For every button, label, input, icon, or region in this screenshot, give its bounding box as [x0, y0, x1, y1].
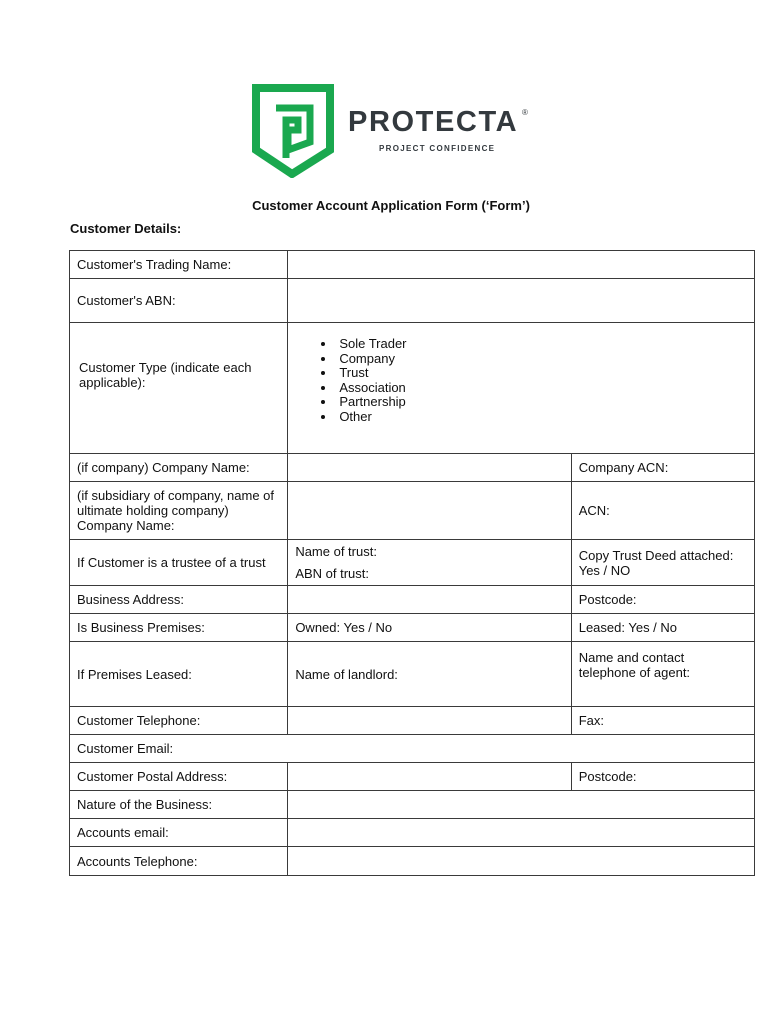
postal-address-row — [70, 763, 755, 791]
trustee-row — [70, 540, 755, 586]
fax-label[interactable]: Fax: — [571, 707, 754, 735]
trading-name-label: Customer's Trading Name: — [70, 251, 288, 279]
email-row — [70, 735, 755, 763]
customer-type-option[interactable]: Other — [319, 410, 747, 425]
bullet-icon — [321, 415, 325, 419]
accounts-telephone-label: Accounts Telephone: — [70, 847, 288, 876]
trustee-label: If Customer is a trustee of a trust — [70, 540, 288, 586]
trading-name-row — [70, 251, 755, 279]
landlord-field[interactable]: Name of landlord: — [288, 642, 571, 707]
bullet-icon — [321, 357, 325, 361]
accounts-telephone-row — [70, 847, 755, 876]
bullet-icon — [321, 386, 325, 390]
premises-row — [70, 614, 755, 642]
company-name-label: (if company) Company Name: — [70, 454, 288, 482]
customer-type-option[interactable]: Company — [319, 352, 747, 367]
customer-type-option[interactable]: Partnership — [319, 395, 747, 410]
premises-owned-option[interactable]: Owned: Yes / No — [288, 614, 571, 642]
accounts-email-field[interactable] — [288, 819, 755, 847]
abn-row — [70, 279, 755, 323]
customer-type-options[interactable] — [288, 323, 755, 454]
page-title: Customer Account Application Form (‘Form’) — [252, 198, 530, 213]
holding-company-label: (if subsidiary of company, name of ultimate holding company) Company Name: — [70, 482, 288, 540]
accounts-telephone-field[interactable] — [288, 847, 755, 876]
customer-type-label: Customer Type (indicate each applicable): — [70, 323, 288, 454]
abn-label: Customer's ABN: — [70, 279, 288, 323]
customer-details-table — [69, 250, 755, 876]
bullet-icon — [321, 371, 325, 375]
brand-logo — [252, 84, 542, 178]
business-postcode-label[interactable]: Postcode: — [571, 586, 754, 614]
premises-leased-label: If Premises Leased: — [70, 642, 288, 707]
premises-label: Is Business Premises: — [70, 614, 288, 642]
trust-name-label: Name of trust: — [295, 544, 377, 559]
holding-company-row — [70, 482, 755, 540]
trust-deed-options: Yes / NO — [578, 562, 631, 578]
company-name-row — [70, 454, 755, 482]
telephone-field[interactable] — [288, 707, 571, 735]
postal-address-field[interactable] — [288, 763, 571, 791]
customer-type-option[interactable]: Association — [319, 381, 747, 396]
bullet-icon — [321, 400, 325, 404]
company-acn-label[interactable]: Company ACN: — [571, 454, 754, 482]
business-address-field[interactable] — [288, 586, 571, 614]
telephone-row — [70, 707, 755, 735]
premises-leased-row — [70, 642, 755, 707]
agent-contact-field[interactable] — [571, 642, 754, 707]
customer-type-row — [70, 323, 755, 454]
abn-field[interactable] — [288, 279, 755, 323]
nature-of-business-row — [70, 791, 755, 819]
shield-logo-icon — [252, 84, 336, 178]
company-name-field[interactable] — [288, 454, 571, 482]
section-title: Customer Details: — [70, 221, 182, 236]
bullet-icon — [321, 342, 325, 346]
postal-postcode-label[interactable]: Postcode: — [571, 763, 754, 791]
business-address-label: Business Address: — [70, 586, 288, 614]
customer-type-option[interactable]: Trust — [319, 366, 747, 381]
telephone-label: Customer Telephone: — [70, 707, 288, 735]
postal-address-label: Customer Postal Address: — [70, 763, 288, 791]
customer-type-option[interactable]: Sole Trader — [319, 337, 747, 352]
brand-name: PROTECTA — [348, 106, 519, 138]
business-address-row — [70, 586, 755, 614]
trust-deed-field[interactable] — [571, 540, 754, 586]
accounts-email-row — [70, 819, 755, 847]
trust-abn-label: ABN of trust: — [295, 566, 370, 581]
premises-leased-option[interactable]: Leased: Yes / No — [571, 614, 754, 642]
holding-company-field[interactable] — [288, 482, 571, 540]
trust-details-field[interactable] — [288, 540, 571, 586]
nature-of-business-label: Nature of the Business: — [70, 791, 288, 819]
accounts-email-label: Accounts email: — [70, 819, 288, 847]
nature-of-business-field[interactable] — [288, 791, 755, 819]
email-label[interactable]: Customer Email: — [70, 735, 755, 763]
brand-tagline: PROJECT CONFIDENCE — [379, 144, 496, 153]
holding-company-acn-label[interactable]: ACN: — [571, 482, 754, 540]
registered-mark: ® — [522, 108, 528, 117]
agent-contact-label: Name and contact — [578, 650, 685, 665]
trust-deed-label: Copy Trust Deed attached: — [578, 547, 734, 563]
trading-name-field[interactable] — [288, 251, 755, 279]
agent-telephone-label: telephone of agent: — [578, 665, 691, 680]
